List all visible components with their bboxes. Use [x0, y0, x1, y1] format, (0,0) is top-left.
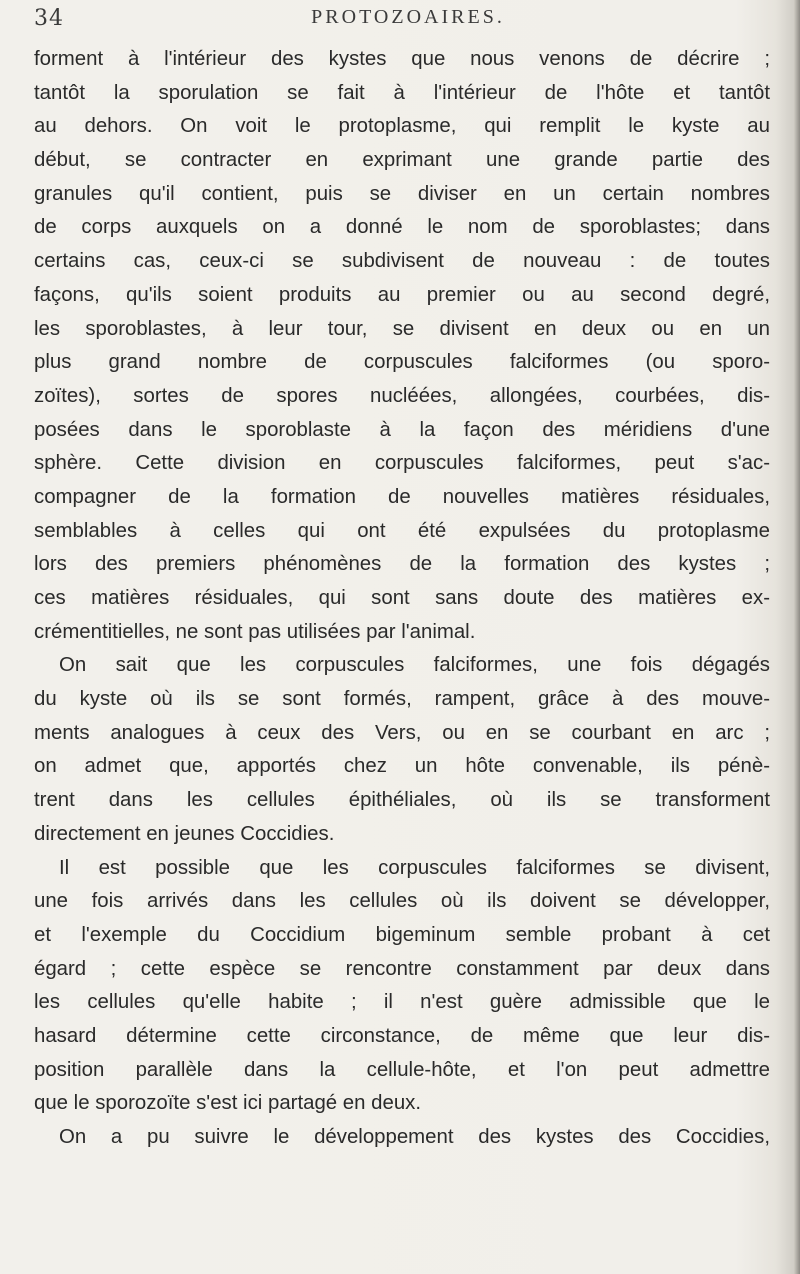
- page-number: 34: [34, 6, 64, 31]
- text-line: directement en jeunes Coccidies.: [34, 822, 335, 845]
- text-line: ces matières résiduales, qui sont sans doute des matières ex-: [34, 587, 770, 609]
- text-line: que le sporozoïte s'est ici partagé en deux.: [34, 1092, 422, 1115]
- text-line: trent dans les cellules épithéliales, où ils se transforment: [34, 789, 770, 812]
- text-line: On sait que les corpuscules falciformes, une fois dégagés: [59, 654, 770, 677]
- text-line: forment à l'intérieur des kystes que nous venons de décrire ;: [34, 48, 770, 70]
- page-header: [34, 4, 782, 44]
- text-line: granules qu'il contient, puis se diviser en un certain nombres: [34, 182, 770, 205]
- text-line: les cellules qu'elle habite ; il n'est guère admissible que le: [34, 991, 770, 1014]
- text-line: façons, qu'ils soient produits au premier ou au second degré,: [34, 283, 770, 306]
- text-line: lors des premiers phénomènes de la formation des kystes ;: [34, 553, 770, 576]
- running-head: PROTOZOAIRES.: [311, 6, 505, 28]
- text-line: au dehors. On voit le protoplasme, qui remplit le kyste au: [34, 115, 770, 138]
- text-line: une fois arrivés dans les cellules où ils doivent se développer,: [34, 890, 770, 913]
- text-line: et l'exemple du Coccidium bigeminum semble probant à cet: [34, 923, 770, 946]
- text-line: tantôt la sporulation se fait à l'intérieur de l'hôte et tantôt: [34, 81, 770, 104]
- text-line: de corps auxquels on a donné le nom de sporoblastes; dans: [34, 216, 770, 239]
- text-line: posées dans le sporoblaste à la façon des méridiens d'une: [34, 418, 770, 441]
- text-line: les sporoblastes, à leur tour, se divisent en deux ou en un: [34, 317, 770, 340]
- text-line: plus grand nombre de corpuscules falciformes (ou sporo-: [34, 351, 770, 374]
- text-line: début, se contracter en exprimant une grande partie des: [34, 149, 770, 172]
- text-line: égard ; cette espèce se rencontre constamment par deux dans: [34, 957, 770, 980]
- body-text: [34, 43, 770, 1155]
- text-line: on admet que, apportés chez un hôte convenable, ils pénè-: [34, 755, 770, 778]
- text-line: compagner de la formation de nouvelles matières résiduales,: [34, 485, 770, 508]
- text-line: sphère. Cette division en corpuscules falciformes, peut s'ac-: [34, 452, 770, 475]
- text-line: position parallèle dans la cellule-hôte, et l'on peut admettre: [34, 1058, 770, 1081]
- text-line: du kyste où ils se sont formés, rampent, grâce à des mouve-: [34, 688, 770, 711]
- page-edge-shadow: [794, 0, 800, 1274]
- text-line: zoïtes), sortes de spores nucléées, allongées, courbées, dis-: [34, 384, 770, 407]
- text-line: certains cas, ceux-ci se subdivisent de nouveau : de toutes: [34, 250, 770, 273]
- text-line: semblables à celles qui ont été expulsées du protoplasme: [34, 519, 770, 542]
- text-line: On a pu suivre le développement des kystes des Coccidies,: [59, 1126, 770, 1148]
- text-line: hasard détermine cette circonstance, de même que leur dis-: [34, 1024, 770, 1047]
- text-line: ments analogues à ceux des Vers, ou en se courbant en arc ;: [34, 721, 770, 744]
- text-line: Il est possible que les corpuscules falciformes se divisent,: [59, 856, 770, 879]
- text-line: crémentitielles, ne sont pas utilisées par l'animal.: [34, 620, 476, 643]
